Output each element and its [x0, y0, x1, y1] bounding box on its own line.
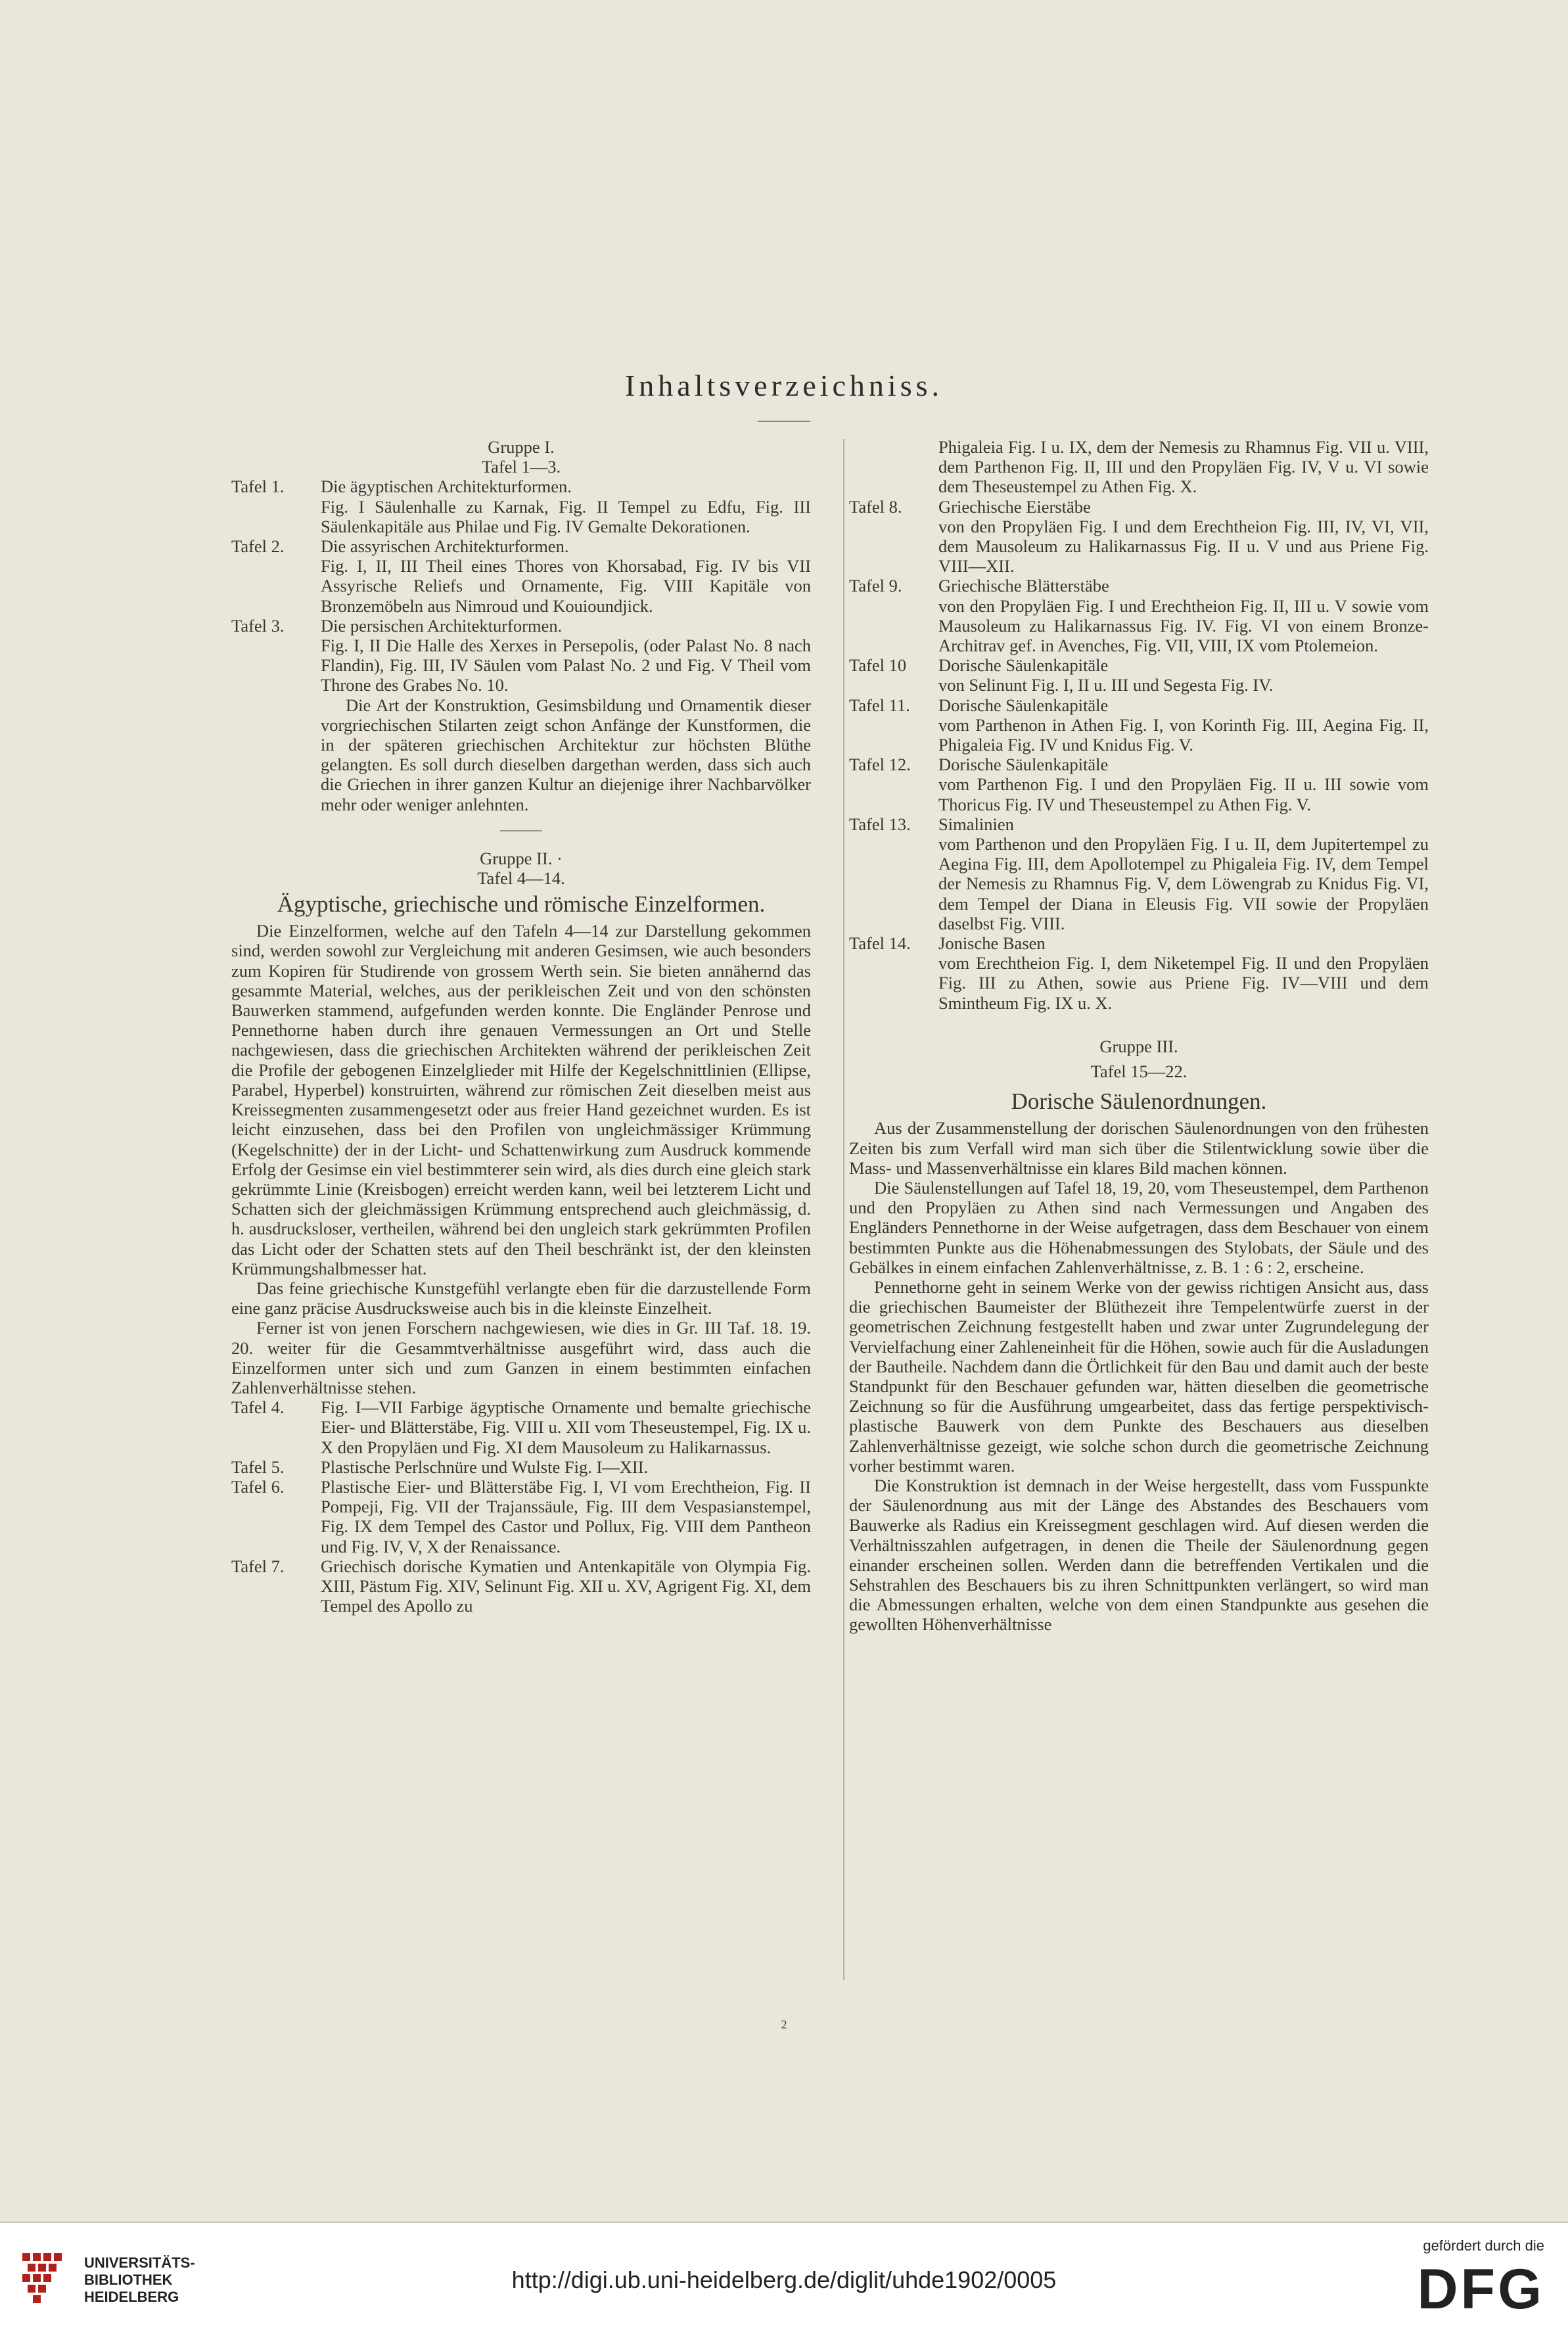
entry-title: Die ägyptischen Architekturformen. [321, 477, 572, 497]
funded-by-label: gefördert durch die [1423, 2237, 1544, 2254]
entry-detail: Fig. I—VII Farbige ägyptische Ornamente und bemalte griechische Eier- und Blätterstäbe, Fig. VIII u. XII vom Theseustempel, Fig. IX u. X den Propyläen und Fig. XI dem Mausoleum zu Halikarnassus. [321, 1397, 811, 1457]
plate-label: Tafel 1. [231, 477, 285, 497]
toc-entry [849, 755, 1429, 814]
permalink[interactable]: http://digi.ub.uni-heidelberg.de/diglit/uhde1902/0005 [511, 2266, 1057, 2293]
section-heading: Ägyptische, griechische und römische Einzelformen. [277, 891, 766, 918]
entry-detail: vom Parthenon und den Propyläen Fig. I u. II, dem Jupitertempel zu Aegina Fig. III, dem Apollotempel zu Phigaleia Fig. IV, dem Tempel der Nemesis zu Rhamnus Fig. V, dem Löwengrab zu Knidus Fig. VI, dem Tempel der Diana in Eleusis Fig. VII sowie der Propyläen daselbst Fig. VIII. [938, 834, 1429, 933]
group-1-plates: Tafel 1—3. [481, 457, 561, 477]
toc-entry [231, 1457, 811, 1477]
toc-entry [231, 536, 811, 616]
entry-title: Griechische Eierstäbe [938, 496, 1091, 517]
paragraph: Die Konstruktion ist demnach in der Weise hergestellt, dass vom Fusspunkte der Säulenordnung aus mit der Länge des Abstandes des Beschauers vom Bauwerke als Radius ein Kreissegment geschlagen wird. Auf diesen werden die Verhältnisszahlen aufgetragen, in denen die Theile der Säulenordnung gegen einander erscheinen sollen. Werden dann die betreffenden Vertikalen und die Sehstrahlen des Beschauers bis zu ihren Schnittpunkten verlängert, so wird man die Abmessungen erhalten, welche von dem einen Standpunkte aus gesehen die gewollten Höhenverhältnisse [849, 1475, 1429, 1635]
entry-title: Dorische Säulenkapitäle [938, 695, 1109, 715]
plate-label: Tafel 13. [849, 814, 911, 834]
plate-label: Tafel 9. [849, 576, 902, 596]
entry-title: Dorische Säulenkapitäle [938, 755, 1109, 775]
institution-line: BIBLIOTHEK [84, 2272, 173, 2288]
entry-detail: Phigaleia Fig. I u. IX, dem der Nemesis zu Rhamnus Fig. VII u. VIII, dem Parthenon Fig. II, III und den Propyläen Fig. IV, V u. VI sowie dem Theseustempel zu Athen Fig. X. [938, 437, 1429, 497]
paragraph: Die Art der Konstruktion, Gesimsbildung und Ornamentik dieser vorgriechischen Stilarten zeigt schon Anfänge der Kunstformen, die in der späteren griechischen Architektur zur höchsten Blüthe gelangten. Es soll durch dieselben dargethan werden, dass sich auch die Griechen in ihrer ganzen Kultur an diejenige ihrer Nachbarvölker mehr oder weniger anlehnten. [321, 695, 811, 814]
paragraph: Die Einzelformen, welche auf den Tafeln 4—14 zur Darstellung gekommen sind, werden sowohl zur Vergleichung mit anderen Gesimsen, wie auch besonders zum Kopiren für Studirende von grossem Werth sein. Sie bieten annähernd das gesammte Material, welches, aus der perikleischen Zeit und von den schönsten Bauwerken stammend, aufgefunden werden konnte. Die Engländer Penrose und Pennethorne haben durch ihre genauen Vermessungen an Ort und Stelle nachgewiesen, dass die griechischen Architekten während der perikleischen Zeit die Profile der gebogenen Einzelglieder mit Hilfe der Kegelschnittlinien (Ellipse, Parabel, Hyperbel) konstruirten, während zur römischen Zeit dieselben meist aus Kreissegmenten zusammengesetzt oder aus freier Hand gezeichnet wurden. Es ist leicht einzusehen, dass bei den Profilen von ungleichmässiger Krümmung (Kegelschnitte) der in der Licht- und Schattenwirkung zum Ausdruck kommende Erfolg der Gesimse ein viel bestimmterer sein wird, als dies durch eine gleich stark gekrümmte Linie (Kreisbogen) erreicht werden kann, weil bei letzterem Licht und Schatten sich der gleichmässigen Krümmung entsprechend auch gleichmässig, d. h. ausdrucksloser, vertheilen, während bei den ungleich stark gekrümmten Profilen das Licht oder der Schatten stets auf den Theil beschränkt ist, der den kleinsten Krümmungshalbmesser hat. [231, 921, 811, 1278]
left-column [231, 437, 811, 1616]
entry-detail: von den Propyläen Fig. I und Erechtheion Fig. II, III u. V sowie vom Mausoleum zu Halikarnassus Fig. IV. Fig. VI von einem Bronze-Architrav gef. in Avenches, Fig. VII, VIII, IX vom Ptolemeion. [938, 595, 1429, 656]
group-2-plates: Tafel 4—14. [477, 868, 565, 889]
toc-entry [849, 695, 1429, 755]
toc-entry [231, 1397, 811, 1457]
entry-detail: Fig. I Säulenhalle zu Karnak, Fig. II Tempel zu Edfu, Fig. III Säulenkapitäle aus Philae und Fig. IV Gemalte Dekorationen. [321, 496, 811, 536]
toc-entry [849, 576, 1429, 655]
page-number: 2 [781, 2018, 787, 2031]
entry-detail: Plastische Perlschnüre und Wulste Fig. I—XII. [321, 1457, 649, 1477]
toc-entry [231, 1477, 811, 1556]
entry-detail: Plastische Eier- und Blätterstäbe Fig. I, VI vom Erechtheion, Fig. II Pompeji, Fig. VII der Trajanssäule, Fig. III dem Vespasianstempel, Fig. IX dem Tempel des Castor und Pollux, Fig. VIII dem Pantheon und Fig. IV, V, X der Renaissance. [321, 1476, 811, 1556]
plate-label: Tafel 4. [231, 1397, 285, 1418]
plate-label: Tafel 10 [849, 655, 907, 676]
paragraph: Die Säulenstellungen auf Tafel 18, 19, 20, vom Theseustempel, dem Parthenon und den Propyläen zu Athen sind nach Vermessungen und Angaben des Engländers Pennethorne in der Weise aufgetragen, dass dem Beschauer von einem bestimmten Punkte aus die Höhenabmessungen des Stylobats, der Säule und des Gebälkes in einem einfachen Zahlenverhältnisse, z. B. 1 : 6 : 2, erscheine. [849, 1177, 1429, 1277]
entry-detail: vom Parthenon in Athen Fig. I, von Korinth Fig. III, Aegina Fig. II, Phigaleia Fig. IV und Knidus Fig. V. [938, 714, 1429, 755]
toc-entry [849, 655, 1429, 695]
paragraph: Aus der Zusammenstellung der dorischen Säulenordnungen von den frühesten Zeiten bis zum Verfall wird man sich über die Stilentwicklung sowie über die Mass- und Massenverhältnisse ein klares Bild machen können. [849, 1118, 1429, 1178]
plate-label: Tafel 12. [849, 755, 911, 775]
entry-title: Simalinien [938, 814, 1014, 834]
plate-label: Tafel 14. [849, 933, 911, 954]
entry-title: Die assyrischen Architekturformen. [321, 536, 569, 557]
title-divider [758, 421, 810, 422]
group-3-heading: Gruppe III. [1099, 1036, 1178, 1056]
paragraph: Das feine griechische Kunstgefühl verlangte eben für die darzustellende Form eine ganz präcise Ausdrucksweise auch bis in die kleinste Einzelheit. [231, 1278, 811, 1319]
entry-detail: vom Parthenon Fig. I und den Propyläen Fig. II u. III sowie vom Thoricus Fig. IV und Theseustempel zu Athen Fig. V. [938, 774, 1429, 814]
plate-label: Tafel 6. [231, 1476, 285, 1497]
plate-label: Tafel 3. [231, 615, 285, 636]
institution-line: UNIVERSITÄTS- [84, 2254, 195, 2271]
viewer-footer [0, 2222, 1568, 2334]
section-heading: Dorische Säulenordnungen. [1011, 1088, 1267, 1115]
plate-label: Tafel 7. [231, 1556, 285, 1576]
toc-entry [231, 616, 811, 695]
group-3-plates: Tafel 15—22. [1090, 1062, 1188, 1082]
entry-detail: Griechisch dorische Kymatien und Antenkapitäle von Olympia Fig. XIII, Pästum Fig. XIV, Selinunt Fig. XII u. XV, Agrigent Fig. XI, dem Tempel des Apollo zu [321, 1556, 811, 1616]
page-title: Inhaltsverzeichniss. [624, 369, 944, 402]
toc-entry [849, 933, 1429, 1013]
entry-detail: von Selinunt Fig. I, II u. III und Segesta Fig. IV. [938, 675, 1274, 695]
entry-detail: Fig. I, II Die Halle des Xerxes in Persepolis, (oder Palast No. 8 nach Flandin), Fig. III, IV Säulen vom Palast No. 2 und Fig. V Theil vom Throne des Grabes No. 10. [321, 636, 811, 695]
entry-detail: Fig. I, II, III Theil eines Thores von Khorsabad, Fig. IV bis VII Assyrische Reliefs und Ornamente, Fig. VIII Kapitäle von Bronzemöbeln aus Nimroud und Kouioundjick. [321, 556, 811, 616]
toc-entry [849, 814, 1429, 933]
institution-line: HEIDELBERG [84, 2289, 179, 2305]
group-1-heading: Gruppe I. [488, 437, 555, 457]
right-column [849, 437, 1429, 1635]
plate-label: Tafel 11. [849, 695, 910, 715]
entry-title: Dorische Säulenkapitäle [938, 655, 1109, 676]
entry-title: Jonische Basen [938, 933, 1046, 954]
toc-entry [231, 477, 811, 536]
toc-entry [849, 497, 1429, 576]
dfg-logo: DFG [1417, 2258, 1544, 2321]
plate-label: Tafel 5. [231, 1457, 285, 1477]
group-2-heading: Gruppe II. · [480, 848, 563, 868]
entry-detail: von den Propyläen Fig. I und dem Erechtheion Fig. III, IV, VI, VII, dem Mausoleum zu Halikarnassus Fig. II u. V und aus Priene Fig. VIII—XII. [938, 516, 1429, 576]
entry-title: Die persischen Architekturformen. [321, 615, 563, 636]
column-divider [843, 439, 844, 1980]
plate-label: Tafel 8. [849, 496, 902, 517]
paragraph: Pennethorne geht in seinem Werke von der gewiss richtigen Ansicht aus, dass die griechischen Baumeister der Blüthezeit ihre Tempelentwürfe zuerst in der geometrischen Zeichnung festgestellt haben und zwar unter Zugrundelegung der Vervielfachung einer Zahleneinheit für die Höhen, sowie auch für die Ausladungen der Bautheile. Nachdem dann die Örtlichkeit für den Bau und damit auch der beste Standpunkt für den Beschauer gefunden war, hätten dieselben die geometrische Zeichnung so für die Ausführung umgearbeitet, dass das fertige perspektivisch-plastische Bauwerk von dem Punkte des Beschauers aus dieselben Zahlenverhältnisse gezeigt, wie solche schon durch die geometrische Zeichnung vorher bestimmt waren. [849, 1276, 1429, 1476]
paragraph: Ferner ist von jenen Forschern nachgewiesen, wie dies in Gr. III Taf. 18. 19. 20. weiter für die Gesammtverhältnisse ausgeführt wird, dass auch die Einzelformen unter sich und zum Ganzen in einem bestimmten einfachen Zahlenverhältnisse stehen. [231, 1318, 811, 1397]
entry-detail: vom Erechtheion Fig. I, dem Niketempel Fig. II und den Propyläen Fig. III zu Athen, sowie aus Priene Fig. IV—VIII und dem Smintheum Fig. IX u. X. [938, 953, 1429, 1013]
section-divider [500, 830, 542, 831]
plate-label: Tafel 2. [231, 536, 285, 557]
toc-entry [231, 1556, 811, 1616]
entry-title: Griechische Blätterstäbe [938, 576, 1109, 596]
